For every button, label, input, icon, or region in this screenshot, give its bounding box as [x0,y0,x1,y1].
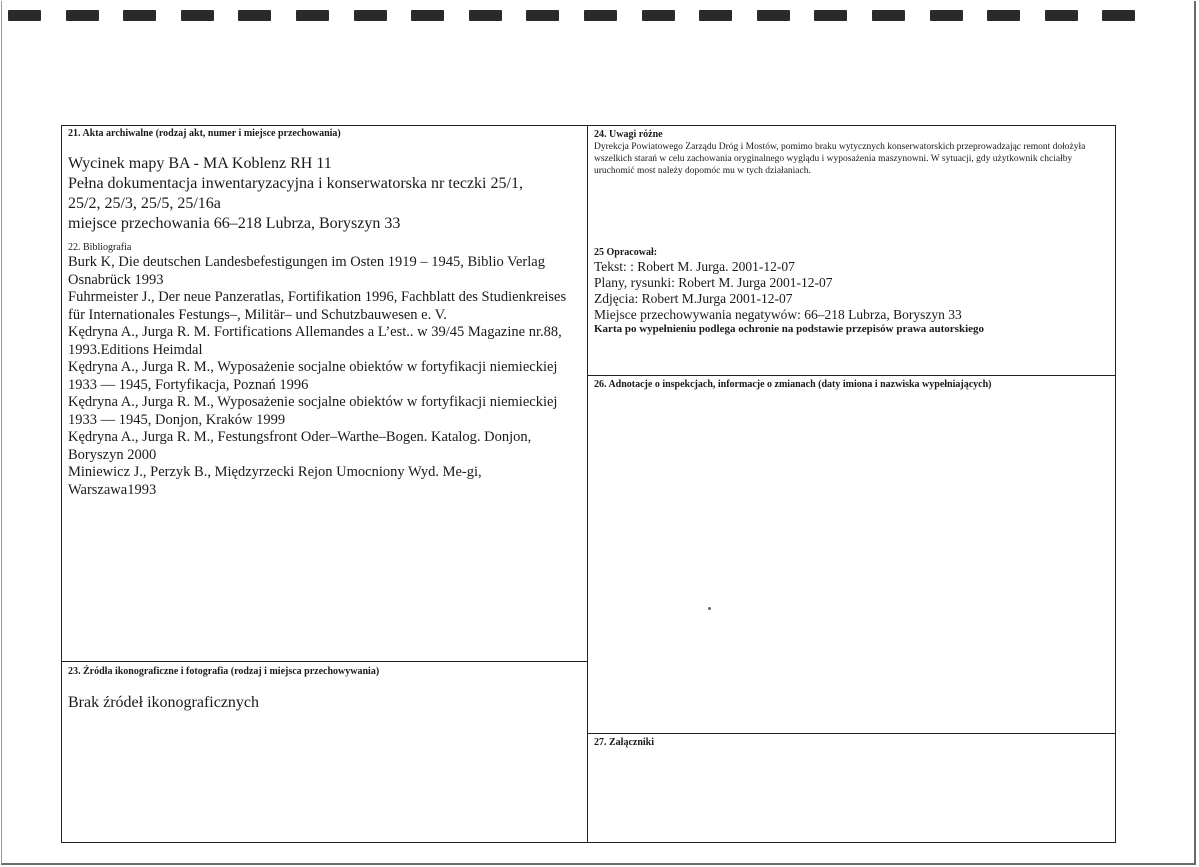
section-21-line: miejsce przechowania 66–218 Lubrza, Boryszyn 33 [68,215,401,232]
section-26-label: 26. Adnotacje o inspekcjach, informacje o zmianach (daty imiona i nazwiska wypełniających) [594,379,992,390]
binding-hole [584,10,617,21]
section-22-bibliography [61,235,588,662]
section-23-text: Brak źródeł ikonograficznych [68,694,260,711]
binding-hole [8,10,41,21]
binding-hole [930,10,963,21]
section-25-line: Plany, rysunki: Robert M. Jurga 2001-12-07 [594,275,833,290]
section-21-line: Wycinek mapy BA - MA Koblenz RH 11 [68,155,332,172]
binding-hole [469,10,502,21]
binding-hole [123,10,156,21]
binding-hole [238,10,271,21]
bibliography-list [68,254,573,499]
section-25-line: Miejsce przechowywania negatywów: 66–218 Lubrza, Boryszyn 33 [594,307,962,322]
binding-hole [642,10,675,21]
binding-hole [814,10,847,21]
binding-hole [296,10,329,21]
section-23-iconographic-sources [61,661,588,843]
binding-hole [987,10,1020,21]
section-27-attachments [587,733,1116,843]
section-25-line: Zdjęcia: Robert M.Jurga 2001-12-07 [594,291,793,306]
bibliography-entry: Kędryna A., Jurga R. M., Festungsfront Oder–Warthe–Bogen. Katalog. Donjon, Boryszyn 2000 [68,429,532,463]
bibliography-entry: Fuhrmeister J., Der neue Panzeratlas, Fortifikation 1996, Fachblatt des Studienkreises für Internationales Festungs–, Militär– und Schutzbauwesen e. V. [68,289,567,323]
scan-speck [708,607,711,610]
bibliography-entry: Kędryna A., Jurga R. M. Fortifications Allemandes a L’est.. w 39/45 Magazine nr.88, 1993.Editions Heimdal [68,324,562,358]
bibliography-entry: Kędryna A., Jurga R. M., Wyposażenie socjalne obiektów w fortyfikacji niemieckiej 1933 — 1945, Donjon, Kraków 1999 [68,394,558,428]
binding-hole [699,10,732,21]
section-21-line: Pełna dokumentacja inwentaryzacyjna i konserwatorska nr teczki 25/1, [68,175,523,192]
binding-holes [0,10,1199,22]
binding-hole [66,10,99,21]
binding-hole [354,10,387,21]
copyright-notice: Karta po wypełnieniu podlega ochronie na podstawie przepisów prawa autorskiego [594,323,985,335]
binding-hole [872,10,905,21]
binding-hole [1045,10,1078,21]
bibliography-entry: Burk K, Die deutschen Landesbefestigungen im Osten 1919 – 1945, Biblio Verlag Osnabrück 1993 [68,254,545,288]
section-24-remarks [587,125,1116,236]
bibliography-entry: Kędryna A., Jurga R. M., Wyposażenie socjalne obiektów w fortyfikacji niemieckiej 1933 — 1945, Fortyfikacja, Poznań 1996 [68,359,558,393]
section-22-label: 22. Bibliografia [68,242,132,253]
section-25-label: 25 Opracował: [594,247,658,258]
binding-hole [1102,10,1135,21]
section-24-text: Dyrekcja Powiatowego Zarządu Dróg i Mostów, pomimo braku wytycznych konserwatorskich przeprowadzając remont dołożyła wszelkich starań w celu zachowania oryginalnego wyglądu i wyposażenia maszynowni. W sytuacji, gdy użytkownik chciałby uruchomić most należy dopomóc mu w tych działaniach. [594,142,1086,176]
binding-hole [411,10,444,21]
binding-hole [181,10,214,21]
section-21-line: 25/2, 25/3, 25/5, 25/16a [68,195,221,212]
section-27-label: 27. Załączniki [594,737,655,748]
section-24-label: 24. Uwagi różne [594,129,663,140]
section-25-line: Tekst: : Robert M. Jurga. 2001-12-07 [594,259,795,274]
binding-hole [757,10,790,21]
section-25-prepared-by [587,235,1116,376]
section-26-inspection-notes [587,375,1116,734]
section-21-archival-records [61,125,588,236]
binding-hole [526,10,559,21]
section-23-label: 23. Źródła ikonograficzne i fotografia (rodzaj i miejsca przechowywania) [68,666,380,677]
bibliography-entry: Miniewicz J., Perzyk B., Międzyrzecki Rejon Umocniony Wyd. Me-gi, Warszawa1993 [68,464,482,498]
section-21-label: 21. Akta archiwalne (rodzaj akt, numer i miejsce przechowania) [68,128,341,139]
